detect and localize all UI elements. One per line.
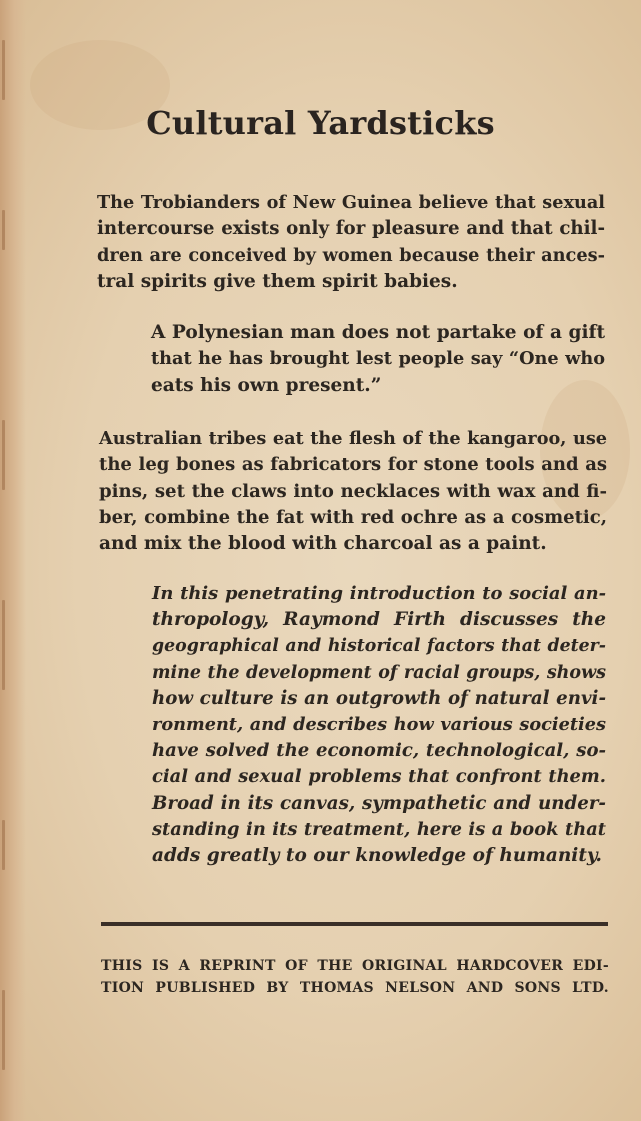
text-line: standing in its treatment, here is a book that [152, 818, 606, 840]
text-line: adds greatly to our knowledge of humanity. [152, 845, 602, 867]
edge-wear-mark [2, 820, 5, 870]
paragraph-polynesian [151, 320, 605, 399]
page-title: Cultural Yardsticks [146, 104, 495, 142]
text-line: Australian tribes eat the flesh of the kangaroo, use [99, 428, 607, 449]
edge-wear-mark [2, 210, 5, 250]
text-line: how culture is an outgrowth of natural envi- [152, 687, 606, 709]
text-line: The Trobianders of New Guinea believe that sexual [97, 192, 605, 213]
paragraph-trobianders [97, 190, 605, 295]
text-line: geographical and historical factors that deter- [152, 636, 606, 657]
reprint-notice [101, 955, 609, 999]
edge-wear-mark [2, 40, 5, 100]
text-line: mine the development of racial groups, shows [152, 662, 606, 683]
text-line: the leg bones as fabricators for stone tools and as [99, 454, 607, 476]
text-line: THIS IS A REPRINT OF THE ORIGINAL HARDCOVER EDI- [101, 958, 609, 974]
text-line: In this penetrating introduction to social an- [152, 583, 606, 604]
divider-rule [101, 922, 608, 926]
text-line: thropology, Raymond Firth discusses the [152, 609, 606, 631]
text-line: intercourse exists only for pleasure and that chil- [97, 218, 605, 240]
text-line: ronment, and describes how various societies [152, 714, 606, 736]
text-line: TION PUBLISHED BY THOMAS NELSON AND SONS LTD. [101, 980, 609, 996]
edge-wear-mark [2, 600, 5, 690]
text-line: have solved the economic, technological, so- [152, 740, 606, 762]
text-line: eats his own present.” [151, 374, 382, 396]
text-line: tral spirits give them spirit babies. [97, 270, 458, 292]
text-line: dren are conceived by women because their ances- [97, 244, 605, 266]
text-line: pins, set the claws into necklaces with wax and fi- [99, 480, 607, 502]
text-line: ber, combine the fat with red ochre as a cosmetic, [99, 506, 607, 528]
text-line: cial and sexual problems that confront them. [152, 766, 606, 788]
edge-wear-mark [2, 420, 5, 490]
paragraph-australian [99, 426, 607, 557]
page-edge-shading [0, 0, 26, 1121]
text-line: that he has brought lest people say “One who [151, 348, 605, 370]
text-line: A Polynesian man does not partake of a gift [151, 322, 605, 343]
paragraph-blurb [152, 581, 606, 869]
text-line: Broad in its canvas, sympathetic and under- [152, 792, 606, 814]
edge-wear-mark [2, 990, 5, 1070]
text-line: and mix the blood with charcoal as a paint. [99, 533, 547, 555]
